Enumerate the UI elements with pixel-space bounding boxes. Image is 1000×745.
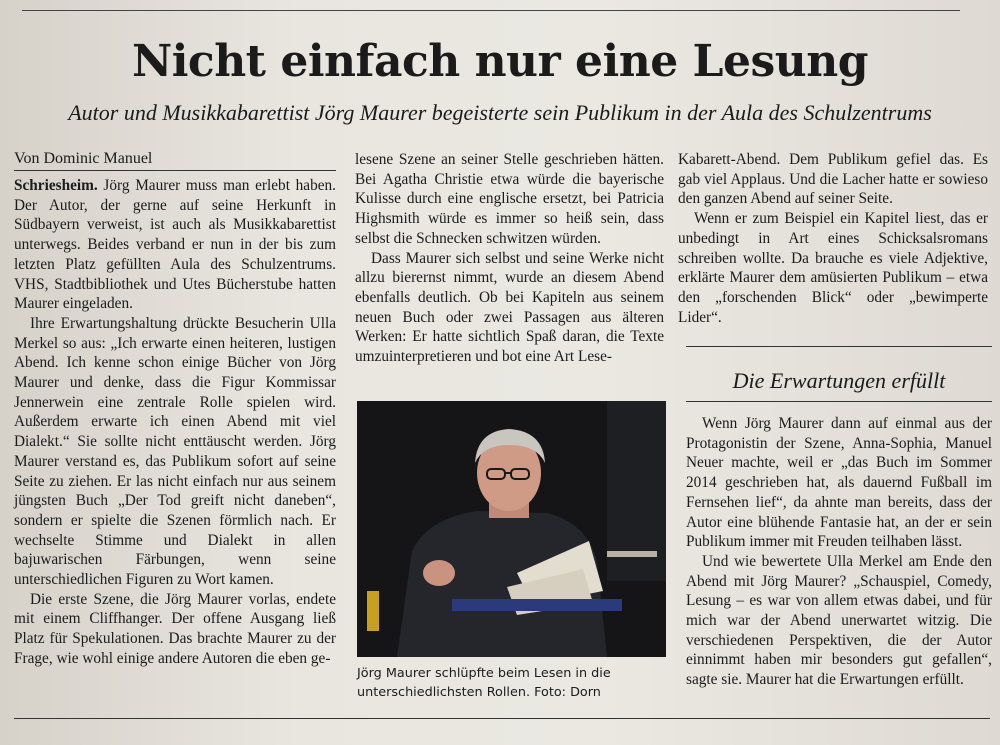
- paragraph: Die erste Szene, die Jörg Maurer vorlas, endete mit einem Cliffhanger. Der offene Ausgang ließ Platz für Spekulationen. Das brachte Maurer zu der Frage, wie wohl einige andere Autoren die eben ge-: [14, 590, 336, 667]
- column-3-lower: [686, 414, 992, 690]
- paragraph: lesene Szene an seiner Stelle geschrieben hätten. Bei Agatha Christie etwa würde die bayerische Kulisse durch eine englische ersetzt, bei Patricia Highsmith würde es immer so heiß sein, dass selbst die Schnecken schwitzen würden.: [355, 151, 664, 247]
- section-rule-top: [686, 346, 992, 347]
- article-photo: [357, 401, 666, 657]
- section-heading: Die Erwartungen erfüllt: [732, 368, 946, 393]
- paragraph: Wenn Jörg Maurer dann auf einmal aus der Protagonistin der Szene, Anna-Sophia, Manuel Neuer machte, weil er „das Buch im Sommer 2014 geschrieben hat, als dauernd Fußball im Fernsehen lief“, da ahnte man bereits, dass der Autor eine blühende Fantasie hat, an der er sein Publikum immer mit Freuden teilhaben lässt.: [686, 415, 992, 551]
- column-2: [355, 150, 664, 367]
- headline: Nicht einfach nur eine Lesung: [131, 36, 869, 87]
- paragraph-text: Jörg Maurer muss man erlebt haben. Der Autor, der gerne auf seine Herkunft in Südbayern verweist, ist auch als Musikkabarettist unterwegs. Beides verband er nun in der bis zum letzten Platz gefüllten Aula des Schulzentrums. VHS, Stadtbibliothek und Utes Bücherstube hatten Maurer eingeladen.: [14, 177, 337, 313]
- column-1: [14, 176, 336, 669]
- paragraph: Dass Maurer sich selbst und seine Werke nicht allzu bierernst nimmt, wurde an diesem Abend ebenfalls deutlich. Ob bei Kapiteln aus seinem neuen Buch oder zwei Passagen aus älteren Werken: Er hatte sichtlich Spaß daran, die Texte umzuinterpretieren und bot eine Art Lese-: [355, 249, 664, 366]
- paragraph: Kabarett-Abend. Dem Publikum gefiel das. Es gab viel Applaus. Und die Lacher hatte er sowieso den ganzen Abend auf seiner Seite.: [678, 151, 988, 208]
- byline: Von Dominic Manuel: [14, 150, 336, 171]
- paragraph: Wenn er zum Beispiel ein Kapitel liest, das er unbedingt in Art eines Schicksalsromans schreiben wollte. Da brauche es viele Adjektive, erklärte Maurer dem amüsierten Publikum – etwa den „forschenden Blick“ oder „bewimperte Lider“.: [678, 210, 988, 326]
- dateline: Schriesheim.: [14, 177, 98, 194]
- paragraph: [14, 176, 336, 314]
- column-3: [678, 150, 988, 327]
- paragraph: Ihre Erwartungshaltung drückte Besucherin Ulla Merkel so aus: „Ich erwarte einen heiteren, lustigen Abend. Ich kenne schon einige Bücher von Jörg Maurer und denke, dass die Figur Kommissar Jennerwein eine zentrale Rolle spielen wird. Außerdem erwarte ich einen Abend mit viel Dialekt.“ Sie sollte nicht enttäuscht werden. Jörg Maurer verstand es, das Publikum sofort auf seine Seite zu ziehen. Er las nicht einfach nur aus seinem jüngsten Buch „Der Tod greift nicht daneben“, sondern er spielte die Szenen förmlich nach. Er wechselte Stimme und Dialekt in allen bajuwarischen Färbungen, wenn seine unterschiedlichen Figuren zu Wort kamen.: [14, 314, 336, 589]
- bottom-rule: [14, 718, 990, 719]
- top-rule: [22, 10, 960, 11]
- photo-reader-illustration: [357, 401, 666, 657]
- paragraph: Und wie bewertete Ulla Merkel am Ende den Abend mit Jörg Maurer? „Schauspiel, Comedy, Lesung – es war von allem etwas dabei, und für mich war der Abend unerwartet witzig. Die verschiedenen Perspektiven, die der Autor einnimmt haben mir besonders gut gefallen“, sagte sie. Maurer hat die Erwartungen erfüllt.: [686, 552, 992, 689]
- photo-caption: Jörg Maurer schlüpfte beim Lesen in die unterschiedlichsten Rollen. Foto: Dorn: [357, 666, 611, 700]
- section-rule-bottom: [686, 401, 992, 402]
- subheadline: Autor und Musikkabarettist Jörg Maurer begeisterte sein Publikum in der Aula des Schulzentrums: [68, 100, 932, 125]
